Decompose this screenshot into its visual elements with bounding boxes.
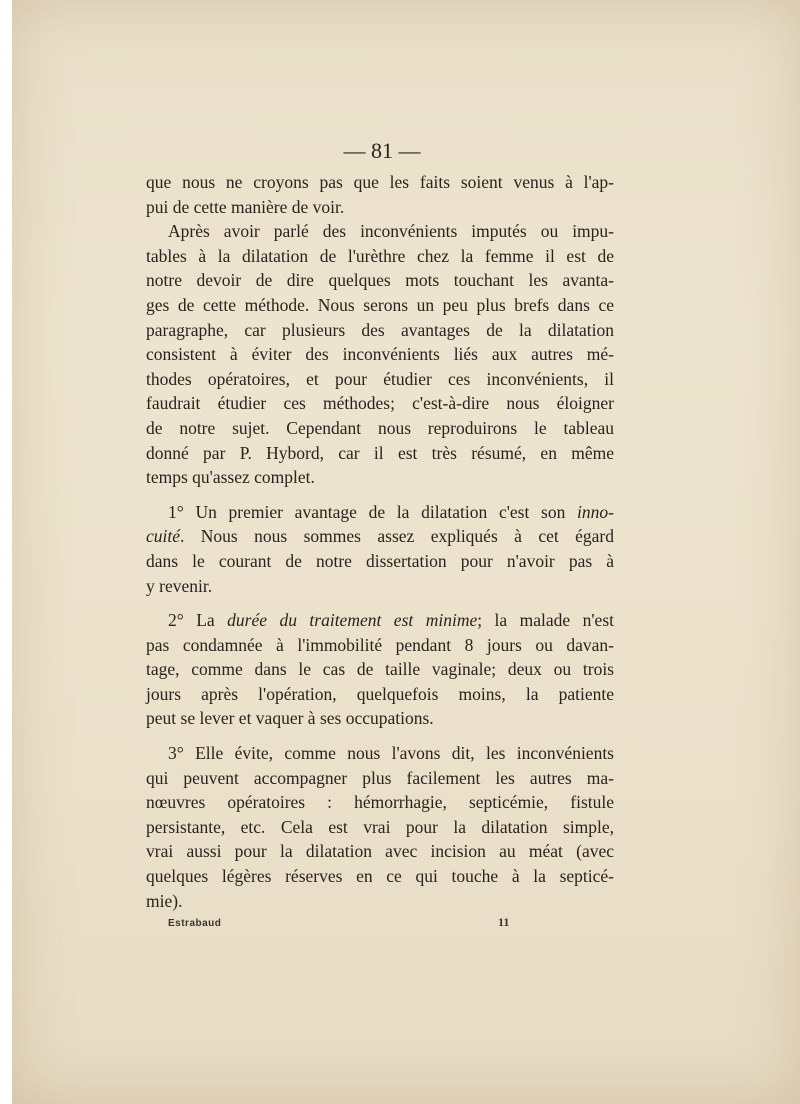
text-line: persistante, etc. Cela est vrai pour la dilatation simple,: [146, 816, 614, 837]
text-line: consistent à éviter des inconvénients liés aux autres mé-: [146, 344, 614, 365]
text-line: de notre sujet. Cependant nous reproduirons le tableau: [146, 417, 614, 438]
text-line: donné par P. Hybord, car il est très résumé, en même: [146, 442, 614, 463]
text-line: paragraphe, car plusieurs des avantages de la dilatation: [146, 319, 614, 340]
text-line: pui de cette manière de voir.: [146, 196, 345, 217]
text-line: que nous ne croyons pas que les faits soient venus à l'ap-: [146, 172, 614, 192]
text-line: tage, comme dans le cas de taille vaginale; deux ou trois: [146, 659, 614, 680]
text-line: quelques légères réserves en ce qui touche à la septicé-: [146, 866, 614, 887]
text-line: Après avoir parlé des inconvénients imputés ou impu-: [168, 221, 614, 242]
text-line: vrai aussi pour la dilatation avec incision au méat (avec: [146, 841, 614, 862]
text-line: pas condamnée à l'immobilité pendant 8 jours ou davan-: [146, 634, 614, 655]
text-line: temps qu'assez complet.: [146, 467, 315, 488]
paragraph-1-line-2: cuité. Nous nous sommes assez expliqués à cet égard: [146, 526, 614, 547]
paragraph-2-line-1: 2° La durée du traitement est minime; la malade n'est: [168, 610, 614, 631]
body-text: [146, 170, 614, 913]
text-line: peut se lever et vaquer à ses occupations.: [146, 708, 434, 729]
text-line: qui peuvent accompagner plus facilement les autres ma-: [146, 767, 614, 788]
text-line: ges de cette méthode. Nous serons un peu plus brefs dans ce: [146, 294, 614, 315]
text-line: faudrait étudier ces méthodes; c'est-à-dire nous éloigner: [146, 393, 614, 414]
text-line: thodes opératoires, et pour étudier ces inconvénients, il: [146, 368, 614, 389]
book-page: [12, 0, 800, 1104]
text-line: dans le courant de notre dissertation pour n'avoir pas à: [146, 550, 614, 571]
text-line: y revenir.: [146, 575, 213, 596]
text-line: 3° Elle évite, comme nous l'avons dit, les inconvénients: [168, 743, 614, 764]
text-line: notre devoir de dire quelques mots touchant les avanta-: [146, 270, 614, 291]
text-line: nœuvres opératoires : hémorrhagie, septicémie, fistule: [146, 792, 614, 813]
paragraph-1-line-1: 1° Un premier avantage de la dilatation c'est son inno-: [168, 501, 614, 522]
footer-signature-mark: 11: [498, 915, 510, 929]
text-line: jours après l'opération, quelquefois moins, la patiente: [146, 683, 614, 704]
footer-author: Estrabaud: [168, 918, 222, 929]
text-line: tables à la dilatation de l'urèthre chez la femme il est de: [146, 245, 614, 266]
page-number: — 81 —: [343, 138, 421, 163]
text-line: mie).: [146, 890, 183, 911]
